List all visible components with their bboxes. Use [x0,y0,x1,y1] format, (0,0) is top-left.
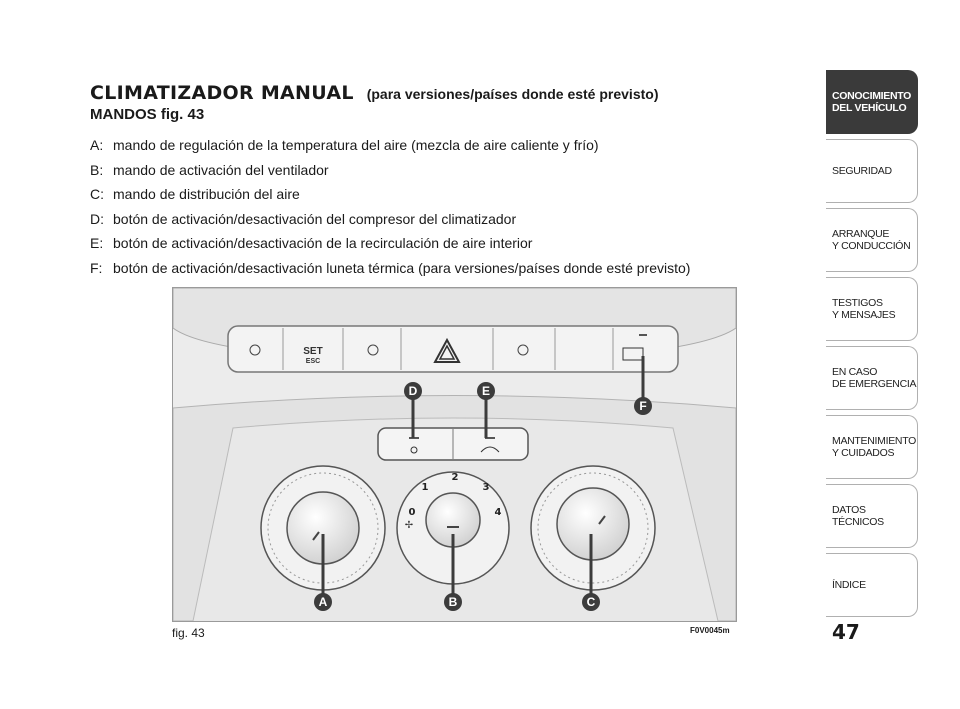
tab-arranque-conduccion[interactable]: ARRANQUE Y CONDUCCIÓN [826,208,918,272]
list-item: C: mando de distribución del aire [90,186,300,202]
tab-datos-tecnicos[interactable]: DATOS TÉCNICOS [826,484,918,548]
tab-indice[interactable]: ÍNDICE [826,553,918,617]
tab-seguridad[interactable]: SEGURIDAD [826,139,918,203]
title-note: (para versiones/países donde esté previsto) [366,86,659,102]
tab-conocimiento-vehiculo[interactable]: CONOCIMIENTO DEL VEHÍCULO [826,70,918,134]
page-number: 47 [832,620,860,644]
distribution-knob [557,488,629,560]
figure-caption: fig. 43 [172,626,205,640]
list-item: B: mando de activación del ventilador [90,161,329,178]
callout-f: F [639,399,647,413]
set-label: SET [303,346,323,357]
list-item: E: botón de activación/desactivación de la recirculación de aire interior [90,235,533,251]
list-item: A: mando de regulación de la temperatura del aire (mezcla de aire caliente y frío) [90,137,599,153]
fan-speed-4: 4 [494,507,502,518]
climate-control-illustration [172,287,737,622]
figure-code: F0V0045m [690,626,730,635]
list-item: D: botón de activación/desactivación del compresor del climatizador [90,210,517,227]
fan-speed-2: 2 [451,472,459,483]
controls-subheading: MANDOS fig. 43 [90,106,205,123]
callout-d: D [408,384,418,398]
tab-testigos-mensajes[interactable]: TESTIGOS Y MENSAJES [826,277,918,341]
fan-speed-3: 3 [482,482,490,493]
esc-label: ESC [305,358,321,365]
tab-mantenimiento[interactable]: MANTENIMIENTO Y CUIDADOS [826,415,918,479]
title-main: CLIMATIZADOR MANUAL [90,82,354,104]
chapter-tabs [826,70,918,622]
controls-list [90,133,690,280]
fan-speed-0: 0 [408,507,416,518]
tab-emergencia[interactable]: EN CASO DE EMERGENCIA [826,346,918,410]
fan-icon: ✢ [404,520,414,531]
list-item: F: botón de activación/desactivación luneta térmica (para versiones/países donde esté previsto) [90,259,691,276]
fan-speed-1: 1 [421,482,429,493]
callout-b: B [448,595,458,609]
callout-c: C [586,595,596,609]
callout-e: E [481,384,491,398]
callout-a: A [318,595,328,609]
section-title [90,70,658,107]
